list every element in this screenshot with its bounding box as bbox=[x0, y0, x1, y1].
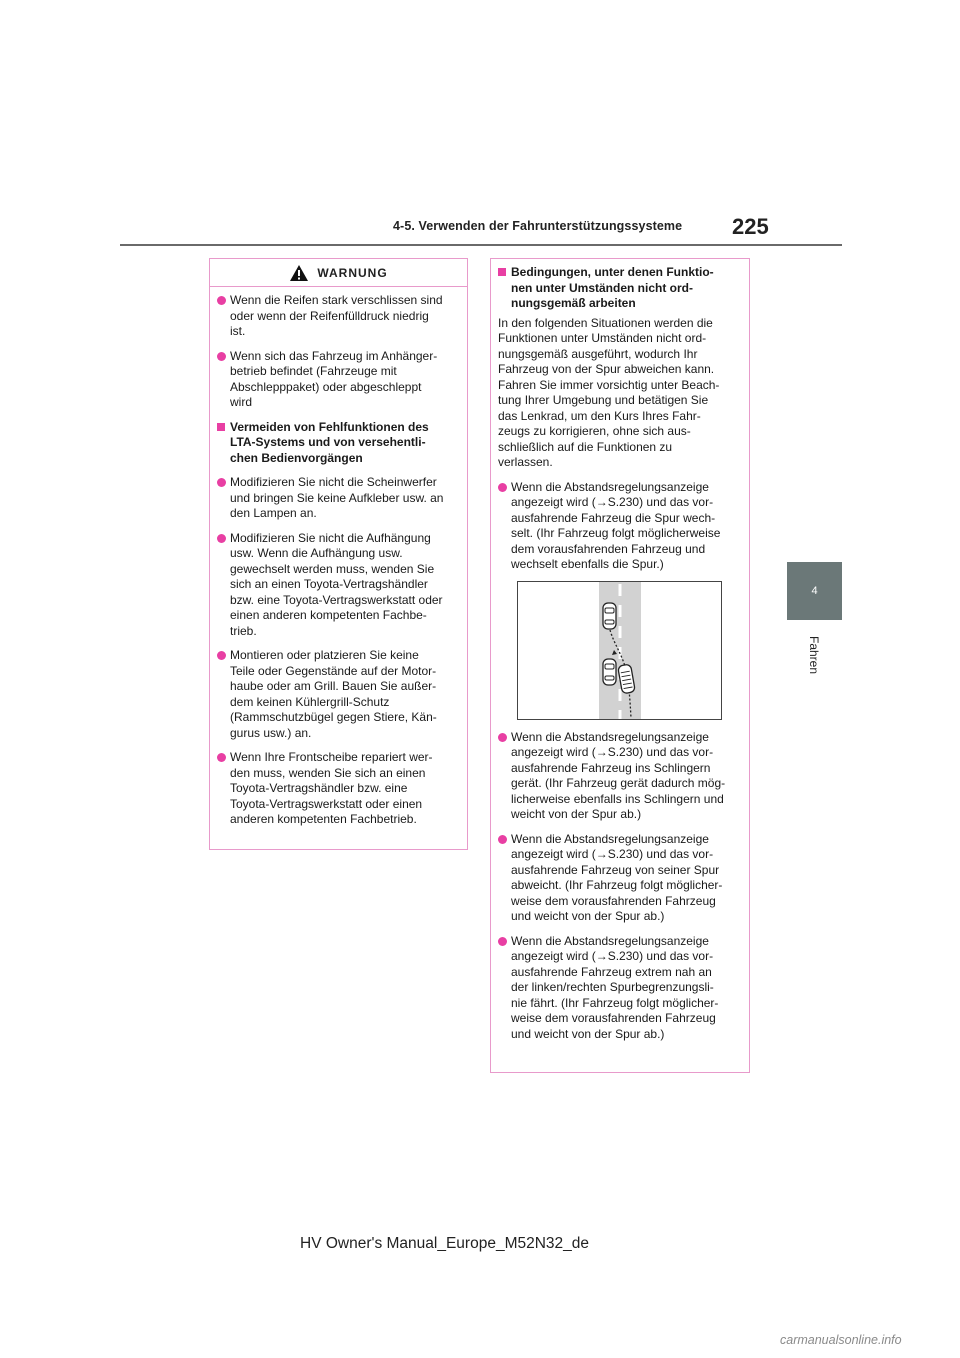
warning-box bbox=[209, 258, 468, 850]
bullet-dot-icon bbox=[217, 750, 230, 828]
lane-change-illustration bbox=[517, 581, 722, 720]
warning-item bbox=[217, 531, 457, 640]
bullet-dot-icon bbox=[498, 480, 511, 573]
warning-item bbox=[217, 475, 457, 522]
conditions-content bbox=[491, 259, 749, 1042]
warning-item bbox=[217, 293, 457, 340]
warning-title: WARNUNG bbox=[317, 265, 388, 280]
bullet-dot-icon bbox=[217, 349, 230, 411]
page-number: 225 bbox=[732, 214, 769, 239]
bullet-dot-icon bbox=[498, 934, 511, 1043]
conditions-item bbox=[498, 934, 739, 1043]
chapter-tab[interactable]: 4 bbox=[787, 562, 842, 620]
watermark[interactable]: carmanualsonline.info bbox=[780, 1333, 902, 1347]
bullet-square-icon bbox=[217, 420, 230, 467]
vehicle-icon bbox=[603, 659, 616, 685]
bullet-square-icon bbox=[498, 265, 511, 312]
warning-triangle-icon bbox=[289, 264, 309, 282]
conditions-intro: In den folgenden Situationen werden die Funktionen unter Umständen nicht ord- nungsgemäß ausgeführt, wodurch Ihr Fahrzeug von der Spur abweichen kann. Fahren Sie immer vorsichtig unter Beach- tung Ihrer Umgebung und betätigen Sie das Lenkrad, um den Kurs Ihres Fahr- zeugs zu korrigieren, ohne sich aus- schließlich auf die Funktionen zu verlassen. bbox=[498, 315, 720, 469]
conditions-item-text: Wenn die Abstandsregelungsanzeige angezeigt wird (→S.230) und das vor- ausfahrende Fahrzeug ins Schlingern gerät. (Ihr Fahrzeug gerät dadurch mög- licherweise ebenfalls ins Schlingern und weicht von der Spur ab.) bbox=[511, 729, 726, 821]
leading-car-icon bbox=[603, 603, 616, 629]
conditions-item bbox=[498, 832, 739, 925]
conditions-heading-text: Bedingungen, unter denen Funktio- nen unter Umständen nicht ord- nungsgemäß arbeiten bbox=[511, 265, 714, 310]
bullet-dot-icon bbox=[217, 531, 230, 640]
conditions-item-text: Wenn die Abstandsregelungsanzeige angezeigt wird (→S.230) und das vor- ausfahrende Fahrzeug von seiner Spur abweicht. (Ihr Fahrzeug folgt möglicher- weise dem vorausfahrenden Fahrzeug und weicht von der Spur ab.) bbox=[511, 831, 723, 923]
section-title: 4-5. Verwenden der Fahrunterstützungssysteme bbox=[393, 219, 683, 233]
warning-item-text: Modifizieren Sie nicht die Scheinwerfer und bringen Sie keine Aufkleber usw. an den Lampen an. bbox=[230, 475, 444, 520]
warning-subheading-text: Vermeiden von Fehlfunktionen des LTA-Systems und von versehentli- chen Bedienvorgängen bbox=[230, 419, 429, 465]
bullet-dot-icon bbox=[217, 475, 230, 522]
warning-item-text: Wenn Ihre Frontscheibe repariert wer- den muss, wenden Sie sich an einen Toyota-Vertragshändler bzw. eine Toyota-Vertragswerkstatt oder einen anderen kompetenten Fachbetrieb. bbox=[230, 750, 433, 826]
chapter-name-label: Fahren bbox=[807, 635, 822, 675]
warning-header bbox=[210, 259, 467, 287]
bullet-dot-icon bbox=[498, 832, 511, 925]
conditions-box bbox=[490, 258, 750, 1073]
footer-text: HV Owner's Manual_Europe_M52N32_de bbox=[300, 1235, 590, 1252]
warning-subheading bbox=[217, 420, 457, 467]
header-rule bbox=[120, 244, 842, 246]
conditions-item bbox=[498, 730, 739, 823]
lane-change-diagram bbox=[518, 582, 721, 719]
bullet-dot-icon bbox=[217, 648, 230, 741]
warning-item-text: Wenn die Reifen stark verschlissen sind oder wenn der Reifenfülldruck niedrig ist. bbox=[230, 293, 443, 338]
warning-item bbox=[217, 349, 457, 411]
conditions-item bbox=[498, 480, 739, 573]
conditions-item-text: Wenn die Abstandsregelungsanzeige angezeigt wird (→S.230) und das vor- ausfahrende Fahrzeug die Spur wech- selt. (Ihr Fahrzeug folgt möglicherweise dem vorausfahrenden Fahrzeug und wechselt ebenfalls die Spur.) bbox=[511, 479, 721, 571]
warning-item bbox=[217, 750, 457, 828]
warning-item bbox=[217, 648, 457, 741]
conditions-heading bbox=[498, 265, 739, 312]
conditions-item-text: Wenn die Abstandsregelungsanzeige angezeigt wird (→S.230) und das vor- ausfahrende Fahrzeug extrem nah an der linken/rechten Spurbegrenzungsli- nie fährt. (Ihr Fahrzeug folgt möglicher- weise dem vorausfahrenden Fahrzeug und weicht von der Spur ab.) bbox=[511, 933, 719, 1041]
bullet-dot-icon bbox=[217, 293, 230, 340]
bullet-dot-icon bbox=[498, 730, 511, 823]
warning-item-text: Montieren oder platzieren Sie keine Teile oder Gegenstände auf der Motor- haube oder am Grill. Bauen Sie außer- dem keinen Kühlergrill-Schutz (Rammschutzbügel gegen Stiere, Kän- gurus usw.) an. bbox=[230, 648, 437, 740]
warning-item-text: Wenn sich das Fahrzeug im Anhänger- betrieb befindet (Fahrzeuge mit Abschlepppaket) oder abgeschleppt wird bbox=[230, 348, 438, 409]
chapter-name bbox=[787, 620, 842, 690]
warning-item-text: Modifizieren Sie nicht die Aufhängung usw. Wenn die Aufhängung usw. gewechselt werden muss, wenden Sie sich an einen Toyota-Vertragshändler bzw. eine Toyota-Vertragswerkstatt oder einen anderen kompetenten Fachbe- trieb. bbox=[230, 530, 443, 638]
warning-content bbox=[210, 287, 467, 828]
